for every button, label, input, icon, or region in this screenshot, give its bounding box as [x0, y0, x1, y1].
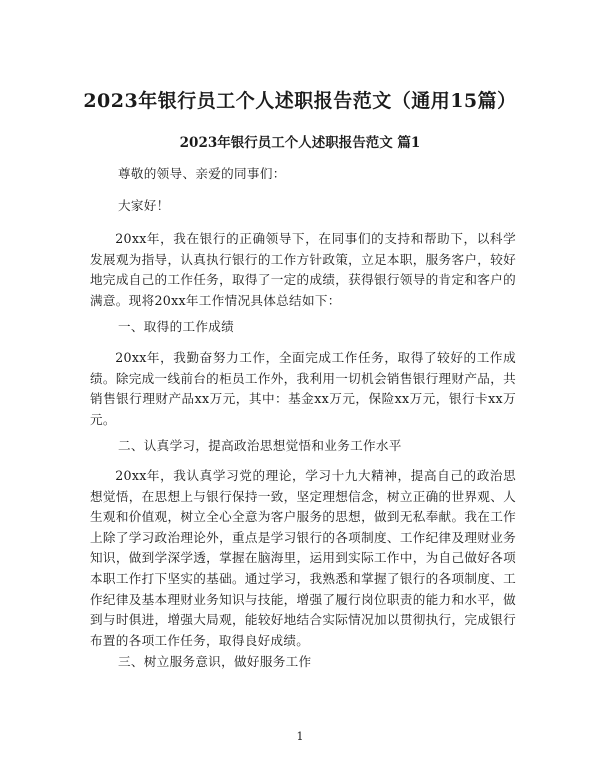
- heading-3: 三、树立服务意识，做好服务工作: [118, 654, 312, 669]
- heading-1: 一、取得的工作成绩: [118, 319, 235, 334]
- paragraph-1: 20xx年，我勤奋努力工作，全面完成工作任务，取得了较好的工作成绩。除完成一线前台的柜员工作外，我利用一切机会销售银行理财产品，共销售银行理财产品xx万元，其中：基金xx万元，保险xx万元，银行卡xx万元。: [90, 350, 516, 427]
- greeting: 尊敬的领导、亲爱的同事们：: [118, 166, 286, 181]
- page-number: 1: [296, 730, 304, 743]
- section-title: 2023年银行员工个人述职报告范文 篇1: [179, 135, 421, 151]
- hello: 大家好！: [118, 198, 170, 213]
- paragraph-2: 20xx年，我认真学习党的理论，学习十九大精神，提高自己的政治思想觉悟，在思想上与银行保持一致，坚定理想信念，树立正确的世界观、人生观和价值观，树立全心全意为客户服务的思想，做到无私奉献。我在工作上除了学习政治理论外，重点是学习银行的各项制度、工作纪律及理财业务知识，做到学深学透，掌握在脑海里，运用到实际工作中，为自己做好各项本职工作打下坚实的基础。通过学习，我熟悉和掌握了银行的各项制度、工作纪律及基本理财业务知识与技能，增强了履行岗位职责的能力和水平，做到与时俱进，增强大局观，能较好地结合实际情况加以贯彻执行，完成银行布置的各项工作任务，取得良好成绩。: [90, 468, 516, 648]
- document-title: 2023年银行员工个人述职报告范文（通用15篇）: [83, 90, 517, 112]
- intro-paragraph: 20xx年，我在银行的正确领导下，在同事们的支持和帮助下，以科学发展观为指导，认真执行银行的工作方针政策，立足本职，服务客户，较好地完成自己的工作任务，取得了一定的成绩，获得银行领导的肯定和客户的满意。现将20xx年工作情况具体总结如下：: [90, 231, 516, 308]
- heading-2: 二、认真学习，提高政治思想觉悟和业务工作水平: [118, 438, 402, 453]
